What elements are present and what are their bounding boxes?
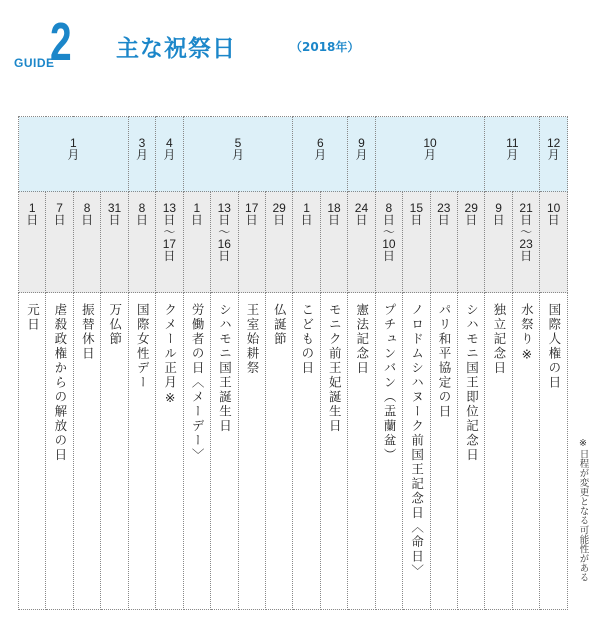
holiday-cell [430,293,457,610]
holiday-name: 労働者の日〈メーデー〉 [190,303,206,463]
date-part: 日 [300,213,313,227]
date-part: 日 [218,213,231,227]
holiday-name: シハモニ国王即位記念日 [464,303,480,463]
date-part: 9 [495,201,502,215]
date-part: 18 [327,201,341,215]
date-part: 日 [26,213,39,227]
month-cell [540,117,568,192]
date-cell [156,192,183,293]
date-part: 17 [245,201,259,215]
date-cell [73,192,100,293]
holiday-name: 水祭り※ [519,303,535,364]
holiday-cell [128,293,155,610]
holiday-cell [512,293,539,610]
holiday-name-row [19,293,568,610]
date-part: 〜 [382,225,395,239]
date-cell [458,192,485,293]
guide-label: GUIDE [14,56,55,70]
date-cell [183,192,210,293]
holiday-name: ノロドムシハヌーク前国王記念日〈命日〉 [409,303,425,579]
holiday-name: 王室始耕祭 [244,303,260,376]
holiday-cell [211,293,238,610]
date-part: 17 [162,237,177,251]
holiday-name: 国際人権の日 [546,303,562,390]
date-cell [375,192,402,293]
holiday-cell [101,293,128,610]
holiday-name: こどもの日 [299,303,315,376]
section-number: 2 [50,12,72,72]
holiday-cell [183,293,210,610]
holiday-name: モニク前王妃誕生日 [327,303,343,434]
date-part: 日 [492,213,505,227]
holiday-cell [348,293,375,610]
holiday-cell [485,293,512,610]
date-cell [540,192,568,293]
date-part: 16 [217,237,231,251]
date-part: 日 [355,213,368,227]
date-part: 日 [81,213,94,227]
holiday-cell [265,293,292,610]
month-cell [19,117,129,192]
date-part: 日 [108,213,121,227]
date-part: 7 [56,201,63,215]
holiday-name: パリ和平協定の日 [437,303,453,419]
holiday-name: 憲法記念日 [354,303,370,376]
month-label: 10 月 [423,136,437,162]
holiday-table [18,116,568,610]
holiday-cell [375,293,402,610]
month-label: 9 月 [355,136,368,162]
date-part: 13 [162,201,177,215]
month-label: 11 月 [506,136,519,162]
month-cell [156,117,183,192]
holiday-cell [403,293,430,610]
holiday-name: 虐殺政権からの解放の日 [52,303,68,463]
date-part: 24 [354,201,369,215]
date-part: 21 [519,201,533,215]
date-part: 8 [138,201,146,215]
month-label: 6 月 [314,136,327,162]
month-cell [375,117,485,192]
date-part: 日 [410,213,423,227]
holiday-name: 万仏節 [107,303,123,347]
date-cell [512,192,539,293]
month-cell [128,117,155,192]
date-cell [265,192,292,293]
date-part: 23 [519,237,533,251]
holiday-cell [19,293,46,610]
date-part: 〜 [163,225,176,239]
month-cell [183,117,293,192]
month-label: 3 月 [135,136,148,162]
date-part: 日 [163,213,176,227]
date-part: 日 [245,213,258,227]
date-cell [430,192,457,293]
holiday-name: 振替休日 [80,303,96,361]
date-part: 31 [107,201,122,215]
date-cell [46,192,73,293]
date-cell [19,192,46,293]
holiday-name: プチュンバン（盂蘭盆） [382,303,398,463]
holiday-name: 仏誕節 [272,303,288,347]
date-part: 日 [218,249,231,263]
date-cell [238,192,265,293]
date-part: 日 [547,213,560,227]
date-cell [293,192,320,293]
holiday-cell [320,293,347,610]
date-part: 〜 [218,225,231,239]
month-cell [348,117,375,192]
schedule-note: ※日程が変更となる可能性がある [577,438,589,582]
date-part: 日 [520,213,533,227]
holiday-name: 元日 [25,303,41,332]
holiday-cell [156,293,183,610]
month-cell [485,117,540,192]
holiday-cell [540,293,568,610]
date-cell [403,192,430,293]
date-part: 29 [272,201,286,215]
date-part: 1 [28,201,36,215]
month-label: 5 月 [231,136,244,162]
date-part: 日 [382,213,395,227]
holiday-cell [46,293,73,610]
holiday-name: シハモニ国王誕生日 [217,303,233,434]
date-part: 10 [382,237,396,251]
date-part: 日 [163,249,176,263]
date-part: 日 [53,213,66,227]
date-cell [485,192,512,293]
date-cell [348,192,375,293]
month-header-row [19,117,568,192]
holiday-cell [238,293,265,610]
holiday-cell [458,293,485,610]
page-title: 主な祝祭日 [116,36,236,62]
holiday-cell [293,293,320,610]
date-part: 1 [193,201,201,215]
date-part: 日 [135,213,148,227]
date-part: 8 [385,201,393,215]
date-part: 日 [328,213,341,227]
year-label: （2018年） [290,40,360,54]
date-cell [128,192,155,293]
month-label: 4 月 [163,136,176,162]
date-part: 29 [464,201,478,215]
date-part: 1 [303,201,310,215]
holiday-name: クメール正月※ [162,303,178,407]
date-part: 日 [273,213,286,227]
date-cell [101,192,128,293]
date-part: 15 [409,201,424,215]
month-label: 12 月 [546,136,561,162]
month-cell [293,117,348,192]
date-part: 日 [382,249,395,263]
date-part: 10 [546,201,561,215]
date-part: 13 [217,201,231,215]
holiday-cell [73,293,100,610]
date-cell [320,192,347,293]
date-part: 8 [83,201,91,215]
date-part: 23 [437,201,451,215]
date-part: 日 [520,249,533,263]
date-part: 日 [190,213,203,227]
date-part: 日 [437,213,450,227]
date-row [19,192,568,293]
holiday-name: 独立記念日 [491,303,507,376]
date-part: 日 [465,213,478,227]
date-part: 〜 [520,225,533,239]
month-label: 1 月 [67,136,80,162]
date-cell [211,192,238,293]
holiday-name: 国際女性デー [135,303,151,390]
